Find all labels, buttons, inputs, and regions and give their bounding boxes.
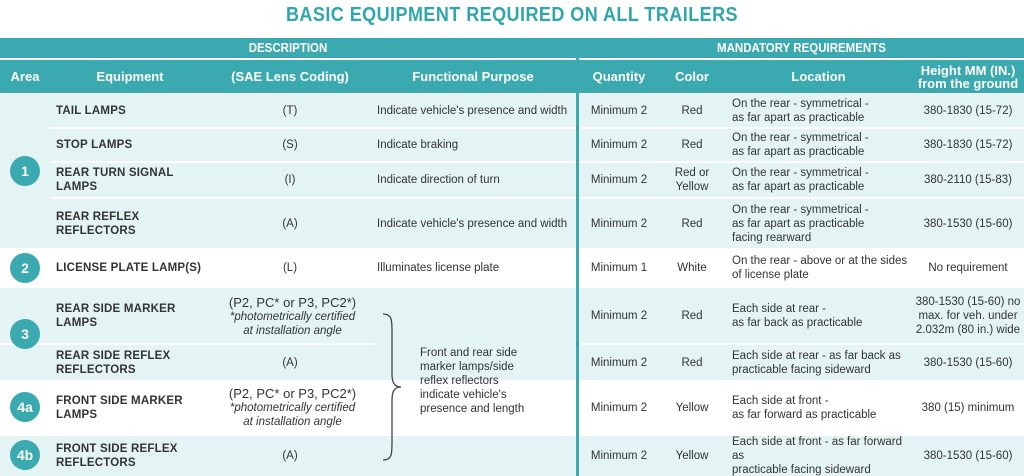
header-color: Color (659, 60, 725, 93)
location: Each side at rear - as far back as practicable facing sideward (732, 349, 901, 376)
functional-purpose: Indicate braking (377, 139, 459, 151)
height: 380-1830 (15-72) (923, 104, 1013, 117)
location: On the rear - symmetrical - as far apart as practicable (732, 97, 869, 124)
header-equipment: Equipment (50, 60, 210, 93)
location: On the rear - symmetrical - as far apart as practicable (732, 167, 869, 193)
color: White (677, 262, 707, 274)
equipment-rear-side-reflex-reflectors: REAR SIDE REFLEX REFLECTORS (56, 349, 171, 376)
color: Red or Yellow (674, 167, 710, 193)
color: Red (681, 217, 703, 230)
quantity: Minimum 2 (590, 174, 648, 186)
color: Red (681, 356, 703, 369)
functional-purpose: Illuminates license plate (377, 262, 500, 274)
quantity: Minimum 2 (590, 450, 648, 462)
height: 380-1830 (15-72) (923, 139, 1013, 151)
quantity: Minimum 2 (590, 309, 648, 322)
color: Yellow (675, 450, 709, 462)
functional-purpose: Indicate direction of turn (377, 174, 500, 186)
sae-note: at installation angle (243, 415, 342, 428)
sae-code: (T) (282, 104, 298, 117)
sae-code: (L) (282, 262, 298, 274)
equipment-license-plate-lamps: LICENSE PLATE LAMP(S) (56, 262, 202, 274)
page-title: BASIC EQUIPMENT REQUIRED ON ALL TRAILERS (285, 4, 739, 26)
quantity: Minimum 2 (590, 217, 648, 230)
area-badge-4b: 4b (10, 440, 40, 470)
height: 380-1530 (15-60) (923, 217, 1013, 230)
equipment-stop-lamps: STOP LAMPS (56, 139, 133, 151)
height: 380-1530 (15-60) (923, 450, 1013, 462)
header-sae: (SAE Lens Coding) (210, 60, 370, 93)
sae-code: (A) (282, 450, 298, 462)
equipment-front-side-reflex-reflectors: FRONT SIDE REFLEX REFLECTORS (56, 443, 178, 469)
location: Each side at front - as far forward as practicable facing sideward (732, 436, 903, 476)
area-badge-2: 2 (10, 253, 40, 283)
equipment-rear-side-marker-lamps: REAR SIDE MARKER LAMPS (56, 303, 176, 329)
sae-code: (A) (282, 217, 298, 230)
header-height-line1: Height MM (IN.) (920, 62, 1016, 78)
equipment-tail-lamps: TAIL LAMPS (56, 104, 126, 117)
color: Red (681, 139, 703, 151)
shared-functional-purpose: Front and rear side marker lamps/side reflex reflectors indicate vehicle's presence and length (420, 347, 525, 415)
sae-code-block (210, 381, 375, 434)
height: No requirement (928, 262, 1008, 274)
height: 380-2110 (15-83) (923, 174, 1012, 186)
quantity: Minimum 1 (590, 262, 648, 274)
location: On the rear - symmetrical - as far apart as practicable (732, 132, 869, 158)
color: Yellow (675, 402, 709, 414)
sae-code: (P2, PC* or P3, PC2*) (228, 294, 357, 310)
color: Red (681, 104, 703, 117)
sae-code-block (210, 290, 375, 343)
equipment-rear-reflex-reflectors: REAR REFLEX REFLECTORS (56, 210, 140, 237)
sae-code: (I) (284, 174, 296, 186)
header-height-line2: from the ground (917, 75, 1019, 91)
sae-note: *photometrically certified (229, 401, 356, 414)
area-badge-3: 3 (10, 319, 40, 349)
group-description: DESCRIPTION (0, 38, 576, 58)
height: 380-1530 (15-60) no max. for veh. under 2.032m (80 in.) wide (915, 295, 1021, 336)
functional-purpose: Indicate vehicle's presence and width (377, 217, 568, 230)
quantity: Minimum 2 (590, 139, 648, 151)
height: 380-1530 (15-60) (923, 356, 1013, 369)
sae-code: (P2, PC* or P3, PC2*) (228, 385, 357, 401)
functional-purpose: Indicate vehicle's presence and width (377, 104, 568, 117)
sae-note: *photometrically certified (229, 310, 356, 323)
curly-brace-icon (380, 312, 404, 462)
header-area: Area (0, 60, 50, 93)
header-purpose: Functional Purpose (370, 60, 576, 93)
header-quantity: Quantity (579, 60, 659, 93)
header-height (912, 60, 1024, 93)
header-location: Location (725, 60, 912, 93)
group-mandatory: MANDATORY REQUIREMENTS (579, 38, 1024, 58)
quantity: Minimum 2 (590, 104, 648, 117)
color: Red (681, 309, 703, 322)
area-badge-4a: 4a (10, 392, 40, 422)
location: On the rear - above or at the sides of license plate (732, 255, 908, 281)
location: Each side at front - as far forward as practicable (732, 395, 877, 421)
quantity: Minimum 2 (590, 356, 648, 369)
sae-code: (A) (282, 356, 298, 369)
sae-code: (S) (282, 139, 298, 151)
area-badge-1: 1 (10, 156, 40, 186)
location: On the rear - symmetrical - as far apart as practicable facing rearward (732, 203, 869, 244)
equipment-front-side-marker-lamps: FRONT SIDE MARKER LAMPS (56, 395, 183, 421)
location: Each side at rear - as far back as practicable (732, 302, 863, 329)
height: 380 (15) minimum (921, 402, 1015, 414)
quantity: Minimum 2 (590, 402, 648, 414)
sae-note: at installation angle (243, 324, 342, 337)
equipment-rear-turn-signal-lamps: REAR TURN SIGNAL LAMPS (56, 167, 174, 193)
